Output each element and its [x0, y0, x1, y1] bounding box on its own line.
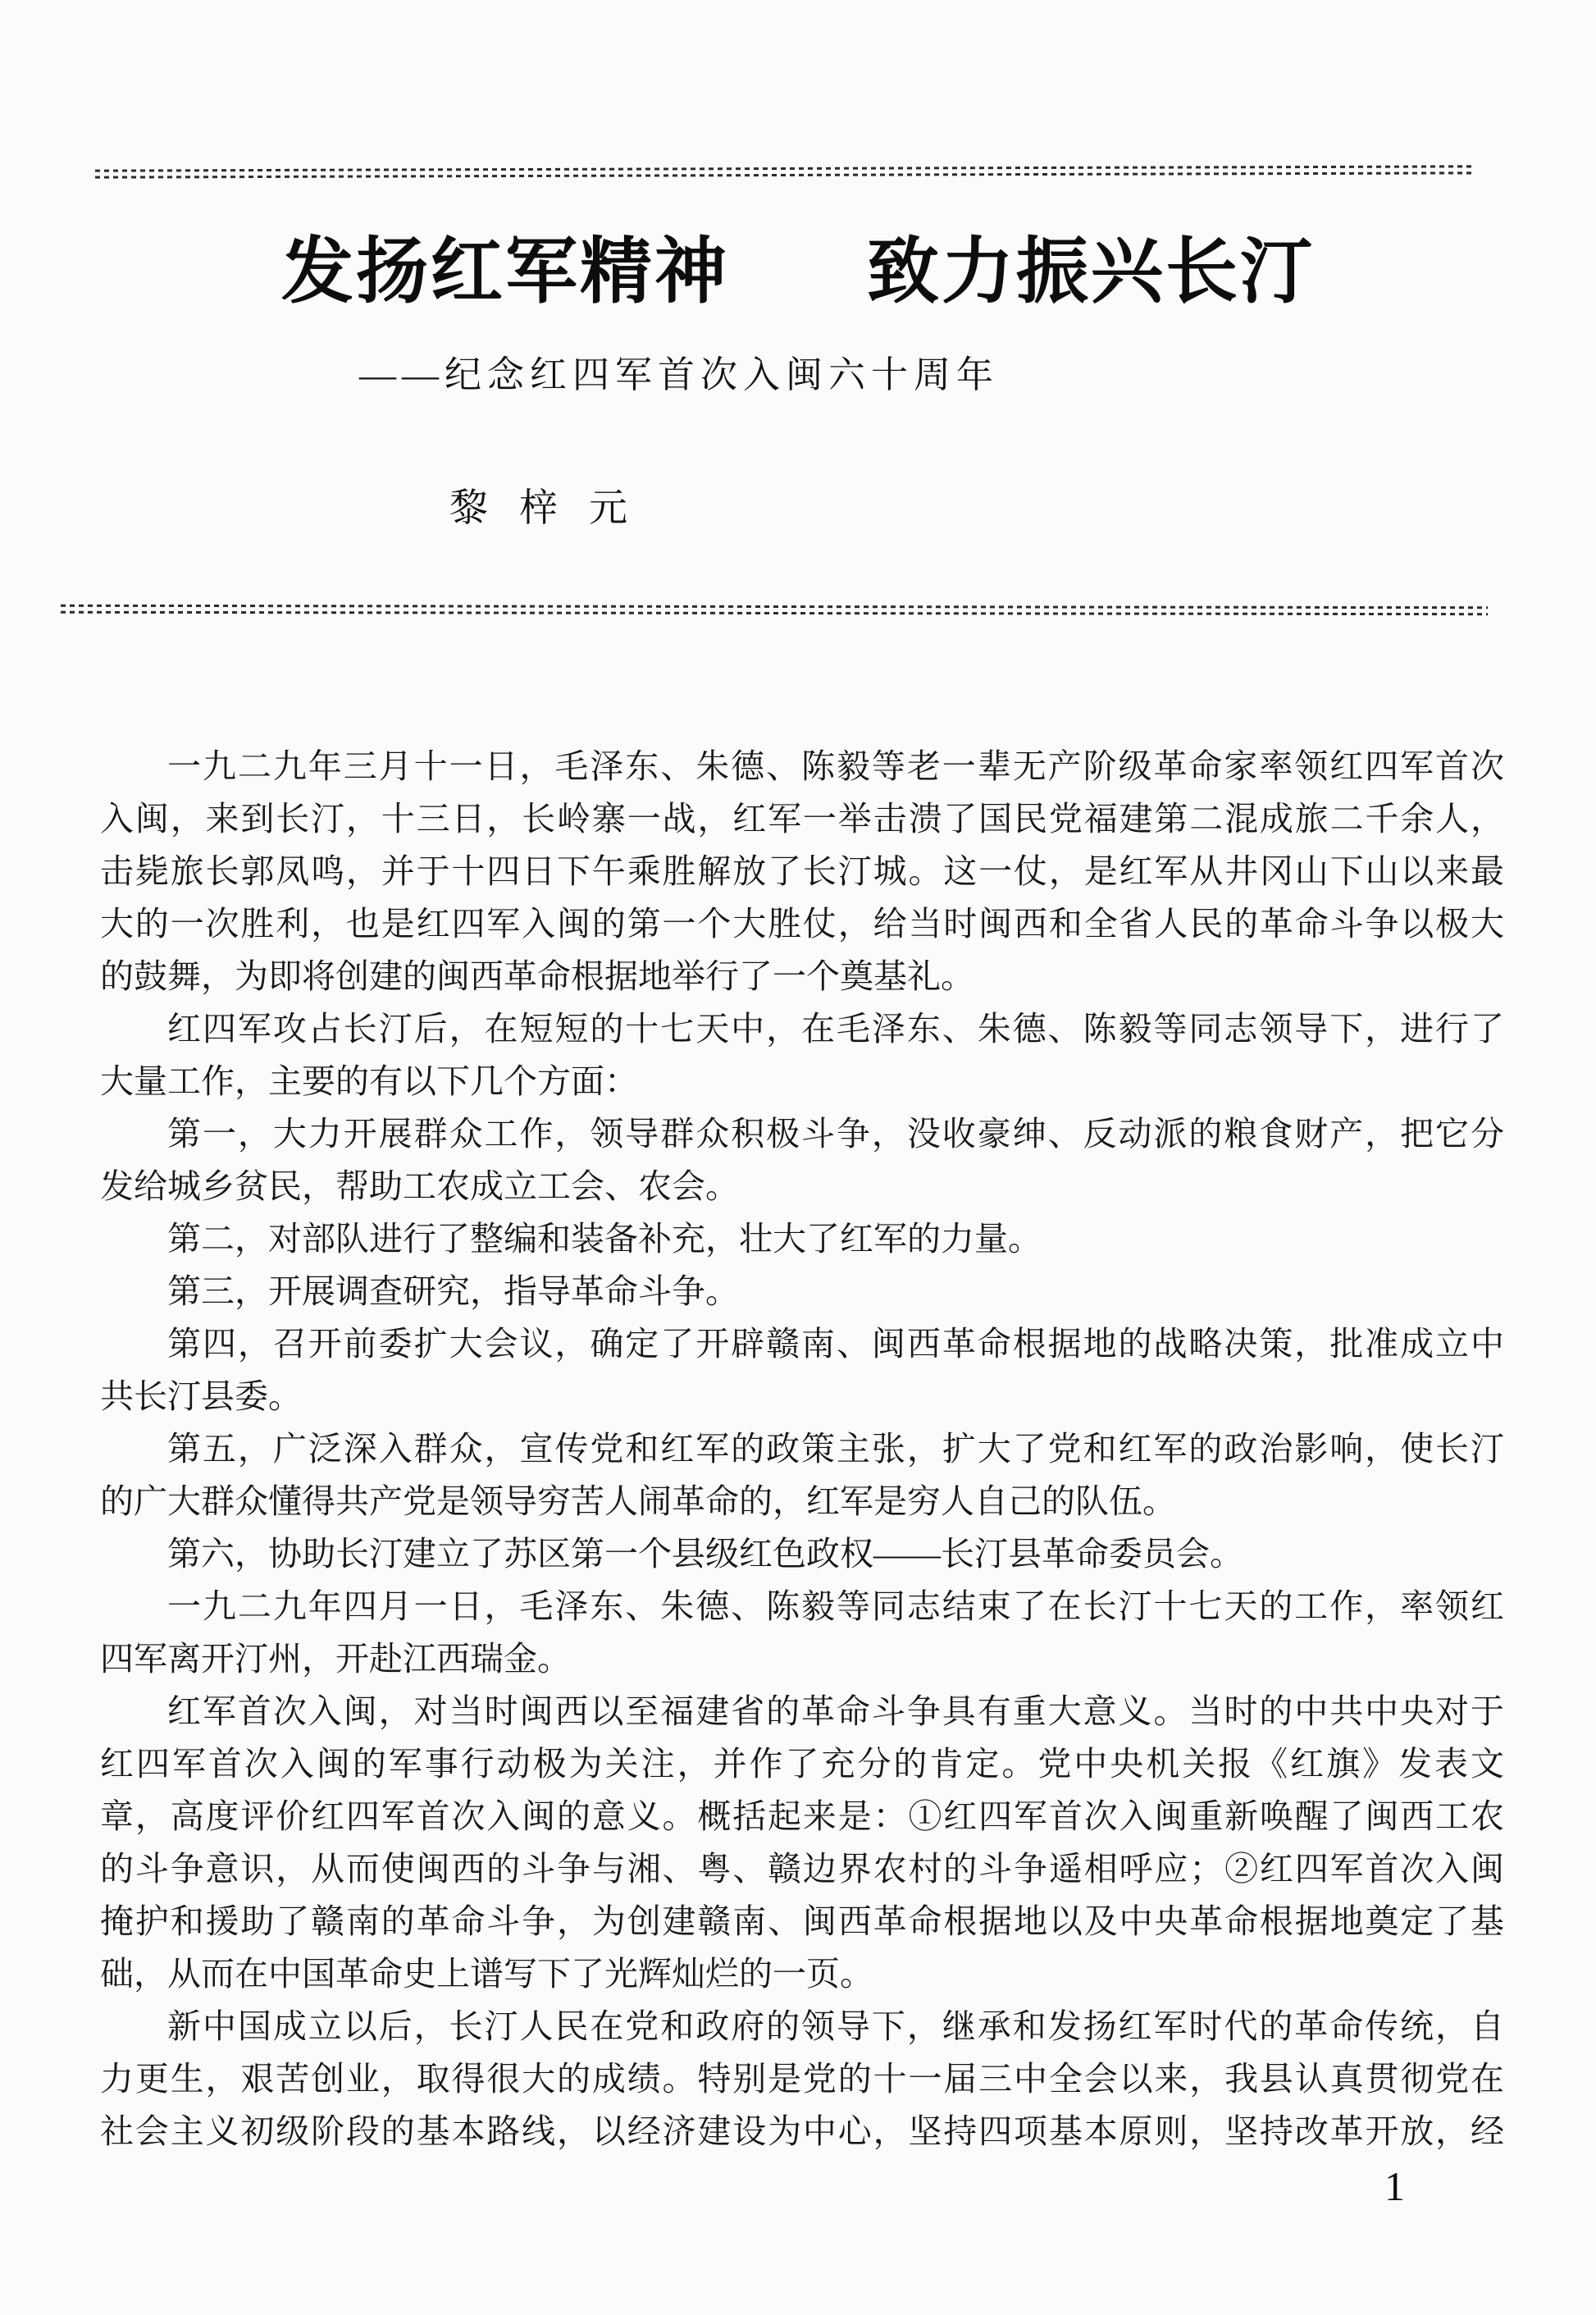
text-line: 共长汀县委。	[100, 1377, 302, 1415]
text-line: 础，从而在中国革命史上谱写下了光辉灿烂的一页。	[100, 1955, 873, 1993]
text-line: 击毙旅长郭凤鸣，并于十四日下午乘胜解放了长汀城。这一仗，是红军从井冈山下山以来最	[100, 852, 1504, 890]
text-line: 一九二九年四月一日，毛泽东、朱德、陈毅等同志结束了在长汀十七天的工作，率领红	[167, 1587, 1504, 1625]
text-line: 第五，广泛深入群众，宣传党和红军的政策主张，扩大了党和红军的政治影响，使长汀	[167, 1430, 1504, 1468]
article-subtitle: ——纪念红四军首次入闽六十周年	[359, 354, 1000, 395]
text-line: 大量工作，主要的有以下几个方面：	[100, 1062, 638, 1100]
text-line: 的斗争意识，从而使闽西的斗争与湘、粤、赣边界农村的斗争遥相呼应；②红四军首次入闽	[100, 1850, 1504, 1888]
article-title-part2: 致力振兴长汀	[867, 231, 1316, 312]
top-divider	[95, 164, 1473, 179]
text-line: 红四军首次入闽的军事行动极为关注，并作了充分的肯定。党中央机关报《红旗》发表文	[100, 1745, 1504, 1783]
header-divider	[61, 604, 1488, 616]
text-line: 一九二九年三月十一日，毛泽东、朱德、陈毅等老一辈无产阶级革命家率领红四军首次	[167, 747, 1504, 785]
text-line: 的广大群众懂得共产党是领导穷苦人闹革命的，红军是穷人自己的队伍。	[100, 1482, 1176, 1520]
text-line: 掩护和援助了赣南的革命斗争，为创建赣南、闽西革命根据地以及中央革命根据地奠定了基	[100, 1902, 1504, 1940]
text-line: 发给城乡贫民，帮助工农成立工会、农会。	[100, 1167, 739, 1205]
page-number: 1	[1384, 2163, 1405, 2209]
text-line: 章，高度评价红四军首次入闽的意义。概括起来是：①红四军首次入闽重新唤醒了闽西工农	[100, 1797, 1504, 1835]
author-name: 黎梓元	[449, 487, 659, 530]
text-line: 第一，大力开展群众工作，领导群众积极斗争，没收豪绅、反动派的粮食财产，把它分	[167, 1115, 1504, 1153]
text-line: 红军首次入闽，对当时闽西以至福建省的革命斗争具有重大意义。当时的中共中央对于	[167, 1692, 1504, 1730]
text-line: 第三，开展调查研究，指导革命斗争。	[167, 1272, 739, 1310]
text-line: 入闽，来到长汀，十三日，长岭寨一战，红军一举击溃了国民党福建第二混成旅二千余人，	[100, 800, 1504, 838]
text-line: 红四军攻占长汀后，在短短的十七天中，在毛泽东、朱德、陈毅等同志领导下，进行了	[167, 1010, 1504, 1048]
text-line: 的鼓舞，为即将创建的闽西革命根据地举行了一个奠基礼。	[100, 957, 974, 995]
text-line: 第二，对部队进行了整编和装备补充，壮大了红军的力量。	[167, 1220, 1042, 1258]
article-title-part1: 发扬红军精神	[280, 231, 729, 312]
article-body	[100, 740, 1504, 2157]
text-line: 四军离开汀州，开赴江西瑞金。	[100, 1640, 571, 1678]
text-line: 第六，协助长汀建立了苏区第一个县级红色政权——长汀县革命委员会。	[167, 1535, 1243, 1573]
text-line: 力更生，艰苦创业，取得很大的成绩。特别是党的十一届三中全会以来，我县认真贯彻党在	[100, 2060, 1504, 2098]
text-line: 社会主义初级阶段的基本路线，以经济建设为中心，坚持四项基本原则，坚持改革开放，经	[100, 2112, 1504, 2150]
article-title	[0, 226, 1596, 317]
text-line: 新中国成立以后，长汀人民在党和政府的领导下，继承和发扬红军时代的革命传统，自	[167, 2007, 1504, 2045]
text-line: 大的一次胜利，也是红四军入闽的第一个大胜仗，给当时闽西和全省人民的革命斗争以极大	[100, 905, 1504, 943]
text-line: 第四，召开前委扩大会议，确定了开辟赣南、闽西革命根据地的战略决策，批准成立中	[167, 1325, 1504, 1363]
